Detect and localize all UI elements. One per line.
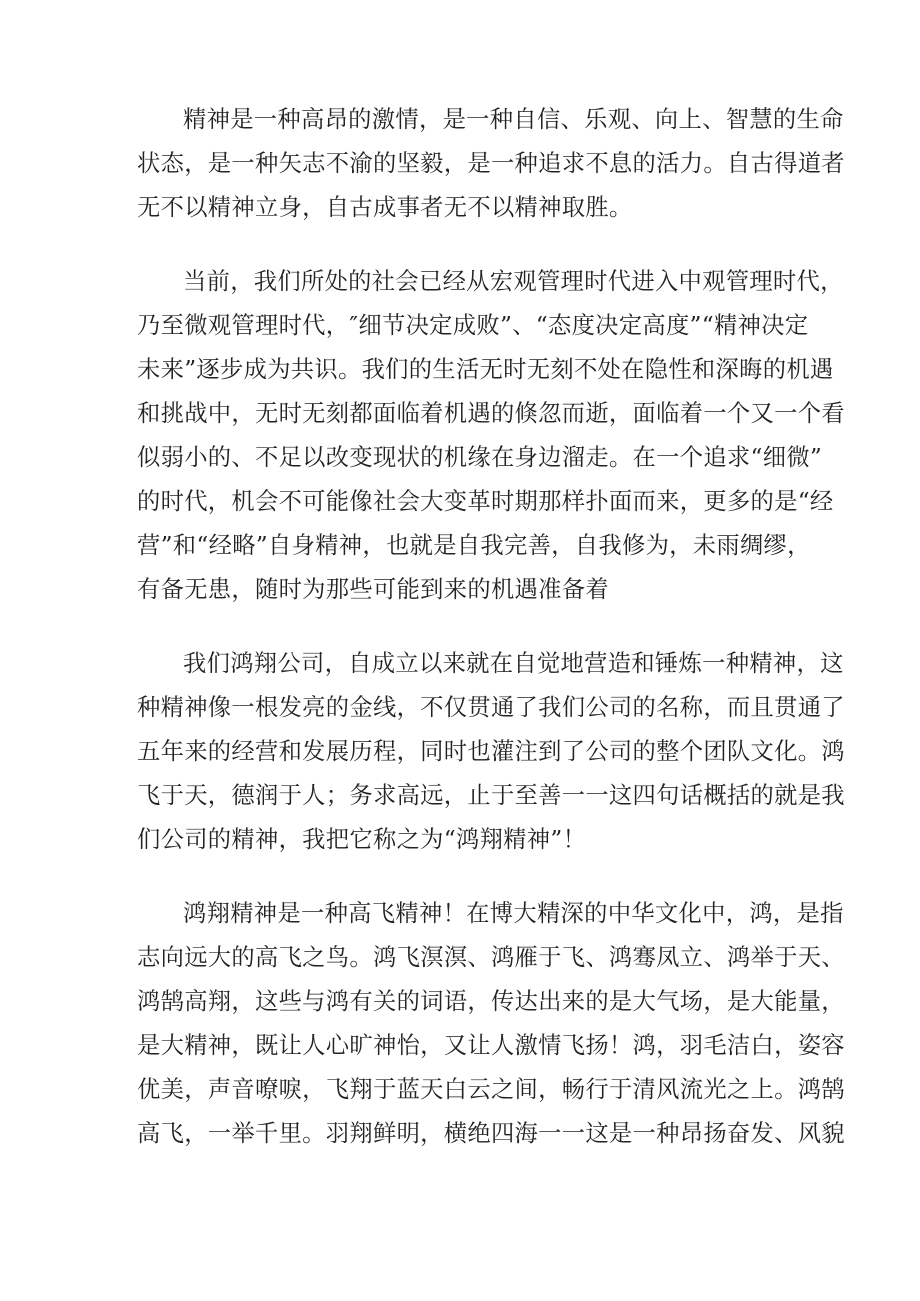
paragraph-line: 无不以精神立身，自古成事者无不以精神取胜。 bbox=[137, 194, 633, 221]
paragraph-company-spirit bbox=[137, 642, 845, 862]
paragraph-line: 未来”逐步成为共识。我们的生活无时无刻不处在隐性和深晦的机遇 bbox=[137, 356, 834, 383]
paragraph-line: 鸿翔精神是一种高飞精神！在博大精深的中华文化中，鸿，是指 bbox=[183, 900, 844, 927]
paragraph-line: 五年来的经营和发展历程，同时也灌注到了公司的整个团队文化。鸿 bbox=[137, 738, 845, 765]
paragraph-line: 鸿鹄高翔，这些与鸿有关的词语，传达出来的是大气场，是大能量， bbox=[137, 988, 845, 1015]
paragraph-line: 有备无患，随时为那些可能到来的机遇准备着 bbox=[137, 576, 609, 603]
paragraph-line: 的时代，机会不可能像社会大变革时期那样扑面而来，更多的是“经 bbox=[137, 488, 834, 515]
paragraph-line: 似弱小的、不足以改变现状的机缘在身边溜走。在一个追求“细微” bbox=[137, 444, 823, 471]
paragraph-line: 是大精神，既让人心旷神怡，又让人激情飞扬！鸿，羽毛洁白，姿容 bbox=[137, 1032, 845, 1059]
document-page bbox=[137, 98, 845, 1156]
paragraph-line: 们公司的精神，我把它称之为“鸿翔精神”！ bbox=[137, 826, 587, 853]
paragraph-spirit-definition bbox=[137, 98, 845, 230]
paragraph-line: 我们鸿翔公司，自成立以来就在自觉地营造和锤炼一种精神，这 bbox=[183, 650, 844, 677]
paragraph-line: 精神是一种高昂的激情，是一种自信、乐观、向上、智慧的生命 bbox=[183, 106, 844, 133]
paragraph-line: 高飞，一举千里。羽翔鲜明，横绝四海一一这是一种昂扬奋发、风貌 bbox=[137, 1120, 845, 1147]
paragraph-line: 和挑战中，无时无刻都面临着机遇的倏忽而逝，面临着一个又一个看 bbox=[137, 400, 845, 427]
paragraph-line: 状态，是一种矢志不渝的坚毅，是一种追求不息的活力。自古得道者 bbox=[137, 150, 845, 177]
paragraph-line: 飞于天，德润于人；务求高远，止于至善一一这四句话概括的就是我 bbox=[137, 782, 845, 809]
paragraph-line: 志向远大的高飞之鸟。鸿飞溟溟、鸿雁于飞、鸿骞凤立、鸿举于天、 bbox=[137, 944, 845, 971]
paragraph-line: 当前，我们所处的社会已经从宏观管理时代进入中观管理时代， bbox=[183, 268, 844, 295]
paragraph-soaring-spirit bbox=[137, 892, 845, 1156]
paragraph-line: 种精神像一根发亮的金线，不仅贯通了我们公司的名称，而且贯通了 bbox=[137, 694, 845, 721]
paragraph-line: 优美，声音嘹唳，飞翔于蓝天白云之间，畅行于清风流光之上。鸿鹄 bbox=[137, 1076, 845, 1103]
paragraph-management-era bbox=[137, 260, 845, 612]
paragraph-line: 营”和“经略”自身精神，也就是自我完善，自我修为，未雨绸缪， bbox=[137, 532, 811, 559]
paragraph-line: 乃至微观管理时代，″细节决定成败”、“态度决定高度”“精神决定 bbox=[137, 312, 809, 339]
